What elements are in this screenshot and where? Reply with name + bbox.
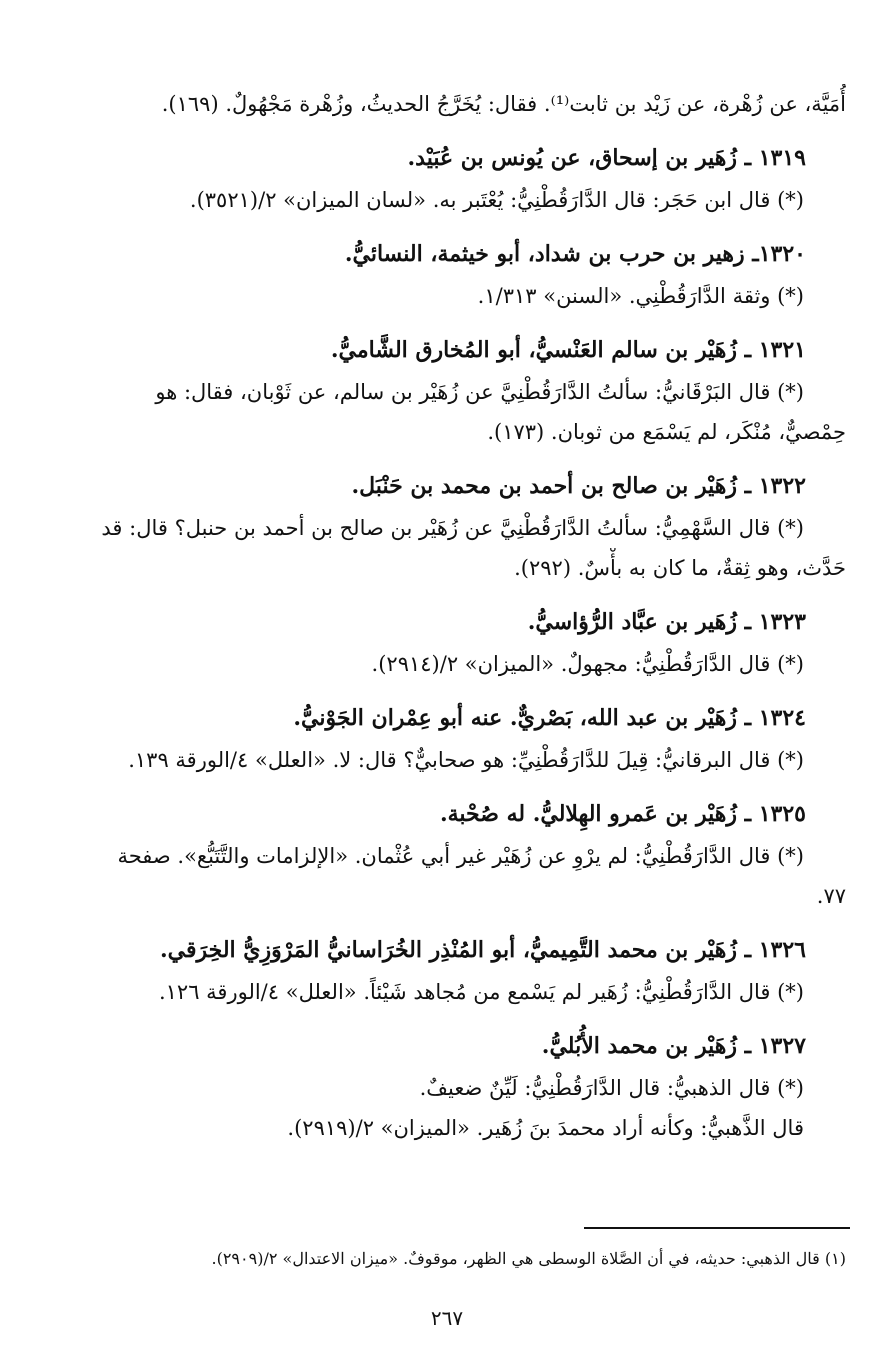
- entry-heading-1326: ١٣٢٦ ـ زُهَيْر بن محمد التَّمِيميُّ، أبو المُنْذِر الخُرَاسانيُّ المَرْوَزِيُّ الخِرَقي.: [159, 937, 806, 963]
- entry-heading-1323: ١٣٢٣ ـ زُهَير بن عبَّاد الرُّؤاسيُّ.: [527, 609, 806, 635]
- footnote-divider: [584, 1227, 850, 1229]
- entry-text-1327-line1: (*) قال الذهبيُّ: قال الدَّارَقُطْنِيُّ: لَيِّنٌ ضعيفٌ.: [419, 1076, 804, 1100]
- entry-text-1321-line1: (*) قال البَرْقَانيُّ: سألتُ الدَّارَقُطْنِيَّ عن زُهَيْر بن سالم، عن ثَوْبان، فقال: هو: [155, 380, 804, 404]
- opening-line: أُمَيَّة، عن زُهْرة، عن زَيْد بن ثابت⁽¹⁾. فقال: يُخَرَّجُ الحديثُ، وزُهْرة مَجْهُولٌ. (١٦٩).: [161, 92, 846, 116]
- entry-text-1321-line2: حِمْصيٌّ، مُنْكَر، لم يَسْمَع من ثوبان. (١٧٣).: [487, 420, 846, 444]
- entry-text-1325-line2: ٧٧.: [816, 884, 846, 908]
- entry-text-1319: (*) قال ابن حَجَر: قال الدَّارَقُطْنِيُّ: يُعْتَبر به. «لسان الميزان» ٢/(٣٥٢١).: [189, 188, 804, 212]
- entry-text-1320: (*) وثقة الدَّارَقُطْنِي. «السنن» ١/٣١٣.: [477, 284, 804, 308]
- entry-heading-1321: ١٣٢١ ـ زُهَيْر بن سالم العَنْسيُّ، أبو المُخارق الشَّاميُّ.: [330, 337, 806, 363]
- entry-heading-1324: ١٣٢٤ ـ زُهَيْر بن عبد الله، بَصْريٌّ. عنه أبو عِمْران الجَوْنيُّ.: [293, 705, 806, 731]
- entry-text-1326: (*) قال الدَّارَقُطْنِيُّ: زُهَير لم يَسْمع من مُجاهد شَيْئاً. «العلل» ٤/الورقة ١٢٦.: [158, 980, 804, 1004]
- entry-heading-1319: ١٣١٩ ـ زُهَير بن إسحاق، عن يُونس بن عُبَيْد.: [407, 145, 806, 171]
- entry-text-1322-line1: (*) قال السَّهْمِيُّ: سألتُ الدَّارَقُطْنِيَّ عن زُهَيْر بن صالح بن أحمد بن حنبل؟ قال: قد: [101, 516, 804, 540]
- entry-text-1327-line2: قال الذَّهبيُّ: وكأنه أراد محمدَ بنَ زُهَير. «الميزان» ٢/(٢٩١٩).: [287, 1116, 804, 1140]
- main-text: [80, 84, 846, 1148]
- entry-text-1323: (*) قال الدَّارَقُطْنِيُّ: مجهولٌ. «الميزان» ٢/(٢٩١٤).: [371, 652, 804, 676]
- footnote: (١) قال الذهبي: حديثه، في أن الصَّلاة الوسطى هي الظهر، موقوفٌ. «ميزان الاعتدال» ٢/(٢٩٠٩).: [211, 1249, 846, 1268]
- entry-text-1325-line1: (*) قال الدَّارَقُطْنِيُّ: لم يرْوِ عن زُهَيْر غير أبي عُثْمان. «الإلزامات والتَّتَبُّع». صفحة: [117, 844, 804, 868]
- entry-heading-1325: ١٣٢٥ ـ زُهَيْر بن عَمرو الهِلاليُّ. له صُحْبة.: [439, 801, 806, 827]
- page-number: ٢٦٧: [430, 1306, 464, 1330]
- entry-text-1322-line2: حَدَّث، وهو ثِقةٌ، ما كان به بأْسٌ. (٢٩٢).: [514, 556, 846, 580]
- entry-text-1324: (*) قال البرقانيُّ: قِيلَ للدَّارَقُطْنِيِّ: هو صحابيٌّ؟ قال: لا. «العلل» ٤/الورقة ١٣٩.: [128, 748, 804, 772]
- entry-heading-1322: ١٣٢٢ ـ زُهَيْر بن صالح بن أحمد بن محمد بن حَنْبَل.: [351, 473, 806, 499]
- entry-heading-1327: ١٣٢٧ ـ زُهَيْر بن محمد الأُبُليُّ.: [541, 1033, 806, 1059]
- entry-heading-1320: ١٣٢٠ـ زهير بن حرب بن شداد، أبو خيثمة، النسائيُّ.: [344, 241, 806, 267]
